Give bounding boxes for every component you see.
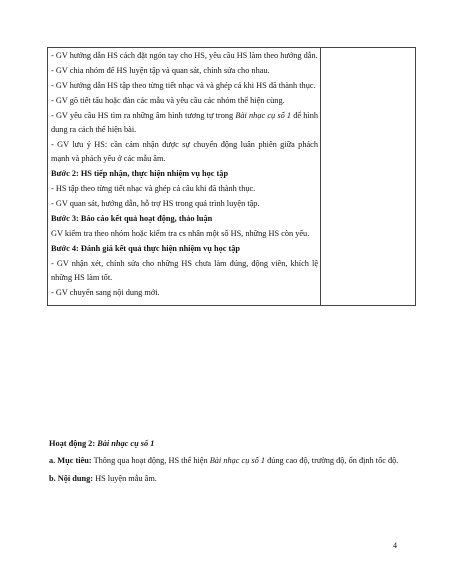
text-run: HS luyện mẫu âm. bbox=[93, 473, 157, 483]
text-run: - GV chuyển sang nội dung mới. bbox=[51, 288, 160, 297]
paragraph bbox=[49, 454, 411, 468]
text-run: Hoạt động 2: bbox=[49, 439, 98, 448]
text-run: đúng cao độ, trường độ, ổn định tốc độ. bbox=[265, 456, 399, 466]
lesson-table bbox=[47, 47, 416, 306]
text-run: Bài nhạc cụ số 1 bbox=[235, 111, 292, 121]
text-run: - HS tập theo từng tiết nhạc và ghép cả câu khi đã thành thục. bbox=[51, 183, 256, 193]
text-run: để hình dung ra cách thể hiện bài. bbox=[51, 111, 319, 134]
text-run: Bước 2: HS tiếp nhận, thực hiện nhiệm vụ học tập bbox=[51, 168, 229, 178]
text-run: - GV gõ tiết tấu hoặc đàn các mẫu và yêu cầu các nhóm thể hiện cùng. bbox=[51, 96, 285, 106]
notes-cell bbox=[321, 48, 416, 306]
text-run: Bài nhạc cụ số 1 bbox=[97, 439, 155, 448]
text-run: GV kiểm tra theo nhóm hoặc kiểm tra cs nhân một số HS, những HS còn yếu. bbox=[51, 229, 310, 239]
text-run: - GV nhận xét, chỉnh sửa cho những HS chưa làm đúng, động viên, khích lệ những HS làm tốt. bbox=[51, 259, 318, 282]
paragraph bbox=[51, 138, 318, 165]
paragraph bbox=[49, 472, 411, 486]
paragraph bbox=[51, 109, 318, 136]
text-run: Bước 3: Báo cáo kết quả hoạt động, thảo luận bbox=[51, 214, 213, 224]
text-run bbox=[97, 439, 154, 448]
text-run: - GV hướng dẫn HS cách đặt ngón tay cho HS, yêu cầu HS làm theo hướng dẫn. bbox=[51, 51, 318, 60]
cell-content bbox=[48, 48, 320, 305]
paragraph bbox=[51, 64, 318, 78]
text-run: Bước 4: Đánh giá kết quả thực hiện nhiệm vụ học tập bbox=[51, 244, 241, 254]
text-run: - GV quan sát, hướng dẫn, hỗ trợ HS trong quá trình luyện tập. bbox=[51, 198, 260, 208]
text-run: - GV hướng dẫn HS tập theo từng tiết nhạc và và ghép cả khi HS đã thành thục. bbox=[51, 81, 316, 91]
text-run: Thông qua hoạt động, HS thể hiện bbox=[91, 456, 210, 466]
step-heading bbox=[51, 212, 318, 226]
paragraph bbox=[51, 197, 318, 211]
paragraph bbox=[51, 227, 318, 241]
text-run: - GV chia nhóm để HS luyện tập và quan sát, chỉnh sửa cho nhau. bbox=[51, 66, 270, 76]
paragraph bbox=[51, 49, 318, 63]
paragraph bbox=[51, 182, 318, 196]
step-heading bbox=[51, 167, 318, 181]
activity-2-section bbox=[49, 437, 411, 489]
paragraph bbox=[51, 286, 318, 300]
step-heading bbox=[51, 242, 318, 256]
paragraph bbox=[49, 437, 411, 451]
text-run: - GV yêu cầu HS tìm ra những âm hình tương tự trong bbox=[51, 111, 236, 121]
paragraph bbox=[51, 79, 318, 93]
page-number: 4 bbox=[393, 541, 397, 550]
teaching-activities-cell bbox=[48, 48, 321, 306]
text-run: - GV lưu ý HS: cần cảm nhận được sự chuyển động luân phiên giữa phách mạnh và phách yếu ở các mẫu âm. bbox=[51, 140, 318, 163]
paragraph bbox=[51, 94, 318, 108]
text-run: a. Mục tiêu: bbox=[49, 456, 92, 466]
table-row bbox=[48, 48, 416, 306]
text-run: Bài nhạc cụ số 1 bbox=[209, 456, 266, 466]
paragraph bbox=[51, 257, 318, 284]
text-run: b. Nội dung: bbox=[49, 473, 94, 483]
